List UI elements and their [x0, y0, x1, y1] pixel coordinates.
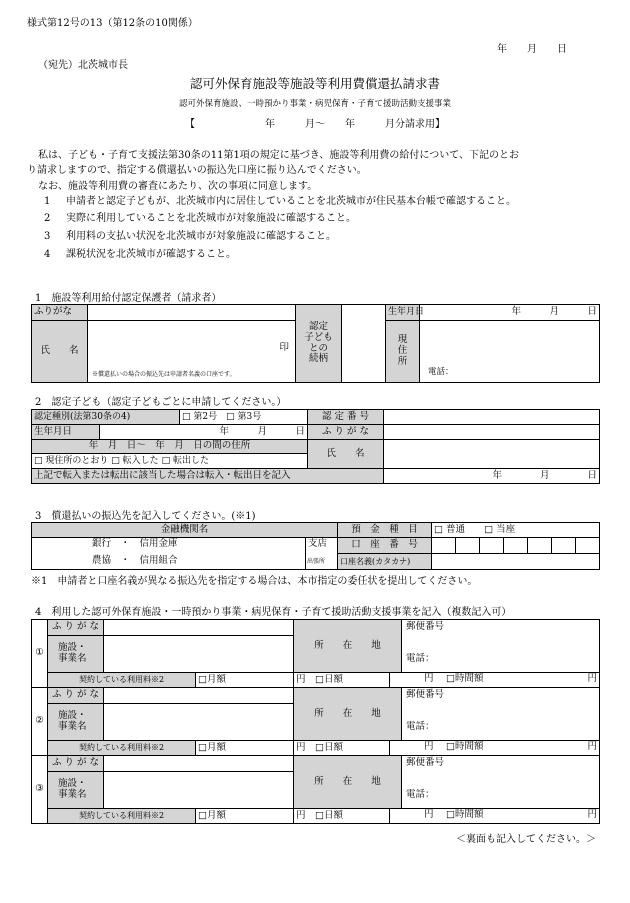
- hourly-checkbox[interactable]: □: [446, 741, 455, 752]
- daily-checkbox[interactable]: □: [315, 673, 325, 685]
- addressee: （宛先）北茨城市長: [38, 60, 128, 71]
- type2-checkbox[interactable]: □: [182, 411, 191, 422]
- fee-label: 契約している利用料※2: [48, 809, 196, 824]
- relation-field[interactable]: [342, 305, 386, 383]
- facility-furigana-label: ふ り が な: [48, 688, 104, 704]
- move-date-field[interactable]: 年 月 日: [384, 469, 600, 484]
- relation-label: 認定 子ども との 続柄: [296, 305, 342, 383]
- facility-name-field[interactable]: [104, 772, 294, 809]
- back-side-note: ＜裏面も記入してください。＞: [456, 834, 596, 845]
- page-title: 認可外保育施設等施設等利用費償還払請求書: [189, 76, 440, 91]
- ordinary-checkbox[interactable]: □: [434, 523, 443, 535]
- name-label: 氏 名: [32, 321, 88, 383]
- branch-label: 支店: [308, 538, 328, 549]
- same-address-checkbox[interactable]: □: [34, 455, 43, 466]
- bank-line2: 農協 ・ 信用組合: [92, 555, 178, 566]
- monthly-checkbox[interactable]: □: [198, 809, 207, 821]
- furigana-label: ふりがな: [32, 305, 88, 321]
- facility-name-field[interactable]: [104, 704, 294, 741]
- account-holder-field[interactable]: [432, 554, 600, 570]
- intro-item-text: 実際に利用していることを北茨城市が対象施設に確認すること。: [66, 213, 356, 224]
- branch-field[interactable]: [306, 538, 338, 570]
- section3-heading: 3 償還払いの振込先を記入してください。(※1): [35, 511, 256, 522]
- type3-checkbox[interactable]: □: [226, 411, 235, 422]
- hourly-fee-field[interactable]: 円 □時間額 円: [390, 673, 600, 688]
- intro-para1-line1: 私は、子ども・子育て支援法第30条の11第1項の規定に基づき、施設等利用費の給付について、下記のとお: [38, 150, 520, 161]
- bank-name-header: 金融機関名: [32, 523, 338, 538]
- address-label: 現 住 所: [386, 321, 420, 383]
- applicant-table: [31, 304, 600, 383]
- postal-label: 郵便番号: [406, 689, 445, 700]
- section2-heading: 2 認定子ども（認定子どもごとに申請してください。）: [35, 397, 287, 408]
- child-name-field[interactable]: [384, 440, 600, 469]
- facility-phone-label: 電話：: [406, 721, 435, 732]
- address-field[interactable]: [420, 321, 600, 383]
- hourly-checkbox[interactable]: □: [446, 673, 455, 684]
- facility-row-number: ②: [32, 688, 48, 756]
- facility-furigana-field[interactable]: [104, 688, 294, 704]
- bank-name-field[interactable]: [32, 538, 306, 570]
- daily-fee-field[interactable]: 円 □日額: [294, 809, 390, 824]
- office-label: 出張所: [307, 558, 326, 565]
- period-address-label: 年 月 日～ 年 月 日の間の住所: [32, 440, 308, 454]
- daily-fee-field[interactable]: 円 □日額: [294, 673, 390, 688]
- account-digit-box[interactable]: [456, 538, 480, 554]
- postal-label: 郵便番号: [406, 621, 445, 632]
- facility-furigana-field[interactable]: [104, 756, 294, 772]
- monthly-fee-field[interactable]: □月額: [196, 809, 294, 824]
- hourly-fee-field[interactable]: 円 □時間額 円: [390, 809, 600, 824]
- deposit-type-label: 預 金 種 目: [338, 523, 432, 538]
- birth-label: 生年月日: [386, 305, 420, 321]
- section4-heading: 4 利用した認可外保育施設・一時預かり事業・病児保育・子育て援助活動支援事業を記入（複数記入可）: [35, 607, 512, 618]
- facility-phone-label: 電話：: [406, 789, 435, 800]
- monthly-fee-field[interactable]: □月額: [196, 673, 294, 688]
- facility-furigana-field[interactable]: [104, 620, 294, 636]
- intro-item-text: 利用料の支払い状況を北茨城市が対象施設に確認すること。: [66, 231, 336, 242]
- cert-number-label: 認 定 番 号: [308, 410, 384, 425]
- facility-address-field[interactable]: [402, 756, 600, 809]
- facility-address-label: 所 在 地: [294, 756, 402, 809]
- phone-label: 電話：: [428, 367, 454, 378]
- cert-type-label: 認定種別(法第30条の4): [32, 410, 180, 425]
- current-checkbox[interactable]: □: [484, 523, 494, 535]
- account-digit-box[interactable]: [432, 538, 456, 554]
- facility-address-field[interactable]: [402, 620, 600, 673]
- facility-table: [31, 619, 600, 824]
- intro-item-num: 3: [44, 231, 51, 242]
- postal-label: 郵便番号: [406, 757, 445, 768]
- bank-line1: 銀行 ・ 信用金庫: [92, 538, 178, 549]
- furigana-field[interactable]: [88, 305, 296, 321]
- facility-address-label: 所 在 地: [294, 620, 402, 673]
- facility-row-number: ③: [32, 756, 48, 824]
- intro-item-num: 4: [44, 249, 51, 260]
- cert-type-field[interactable]: □ 第2号 □ 第3号: [180, 410, 308, 425]
- account-digit-box[interactable]: [504, 538, 528, 554]
- account-digit-box[interactable]: [576, 538, 600, 554]
- monthly-checkbox[interactable]: □: [198, 673, 207, 685]
- child-furigana-label: ふ り が な: [308, 425, 384, 440]
- fee-label: 契約している利用料※2: [48, 741, 196, 756]
- facility-name-label: 施設・ 事業名: [48, 704, 104, 741]
- birth-field[interactable]: 年 月 日: [420, 305, 600, 321]
- account-number-label: 口 座 番 号: [338, 538, 432, 554]
- account-digit-box[interactable]: [480, 538, 504, 554]
- footnote-1: ※1 申請者と口座名義が異なる振込先を指定する場合は、本市指定の委任状を提出してください。: [31, 576, 478, 587]
- facility-furigana-label: ふ り が な: [48, 756, 104, 772]
- hourly-fee-field[interactable]: 円 □時間額 円: [390, 741, 600, 756]
- hourly-checkbox[interactable]: □: [446, 809, 455, 820]
- section1-heading: 1 施設等利用給付認定保護者（請求者）: [35, 293, 222, 304]
- facility-name-field[interactable]: [104, 636, 294, 673]
- name-field[interactable]: [88, 321, 296, 383]
- facility-name-label: 施設・ 事業名: [48, 636, 104, 673]
- facility-address-field[interactable]: [402, 688, 600, 741]
- monthly-checkbox[interactable]: □: [198, 741, 207, 753]
- child-birth-label: 生年月日: [32, 425, 100, 440]
- deposit-type-field[interactable]: □ 普通 □ 当座: [432, 523, 600, 538]
- period-line: 【 年 月～ 年 月分請求用】: [185, 119, 445, 130]
- intro-item-num: 1: [44, 196, 51, 207]
- child-birth-field[interactable]: 年 月 日: [100, 425, 308, 440]
- page-subtitle: 認可外保育施設、一時預かり事業・病児保育・子育て援助活動支援事業: [178, 99, 451, 109]
- date-line: 年 月 日: [497, 44, 567, 55]
- facility-row-number: ①: [32, 620, 48, 688]
- intro-para1-line2: り請求しますので、指定する償還払いの振込先口座に振り込んでください。: [27, 165, 367, 176]
- daily-checkbox[interactable]: □: [315, 741, 325, 753]
- child-name-label: 氏 名: [308, 440, 384, 469]
- child-table: [31, 409, 600, 484]
- account-digit-box[interactable]: [528, 538, 552, 554]
- child-furigana-field[interactable]: [384, 425, 600, 440]
- form-number: 様式第12号の13（第12条の10関係）: [27, 18, 198, 29]
- moved-in-checkbox[interactable]: □: [111, 455, 120, 466]
- seal-mark: 印: [279, 342, 289, 353]
- daily-checkbox[interactable]: □: [315, 809, 325, 821]
- monthly-fee-field[interactable]: □月額: [196, 741, 294, 756]
- intro-item-text: 課税状況を北茨城市が確認すること。: [66, 249, 236, 260]
- moved-out-checkbox[interactable]: □: [161, 455, 171, 466]
- daily-fee-field[interactable]: 円 □日額: [294, 741, 390, 756]
- address-status-field[interactable]: □ 現住所のとおり □ 転入した □ 転出した: [32, 454, 308, 469]
- account-digit-box[interactable]: [552, 538, 576, 554]
- intro-item-num: 2: [44, 213, 51, 224]
- bank-note: ※償還払いの場合の振込先は申請者名義の口座です。: [92, 371, 236, 379]
- facility-address-label: 所 在 地: [294, 688, 402, 741]
- fee-label: 契約している利用料※2: [48, 673, 196, 688]
- intro-item-text: 申請者と認定子どもが、北茨城市内に居住していることを北茨城市が住民基本台帳で確認すること。: [66, 196, 516, 207]
- bank-table: [31, 522, 600, 570]
- move-note: 上記で転入または転出に該当した場合は転入・転出日を記入: [32, 469, 384, 484]
- account-holder-label: 口座名義(カタカナ): [338, 554, 432, 570]
- facility-furigana-label: ふ り が な: [48, 620, 104, 636]
- cert-number-field[interactable]: [384, 410, 600, 425]
- facility-phone-label: 電話：: [406, 653, 435, 664]
- facility-name-label: 施設・ 事業名: [48, 772, 104, 809]
- intro-para2: なお、施設等利用費の審査にあたり、次の事項に同意します。: [38, 181, 318, 192]
